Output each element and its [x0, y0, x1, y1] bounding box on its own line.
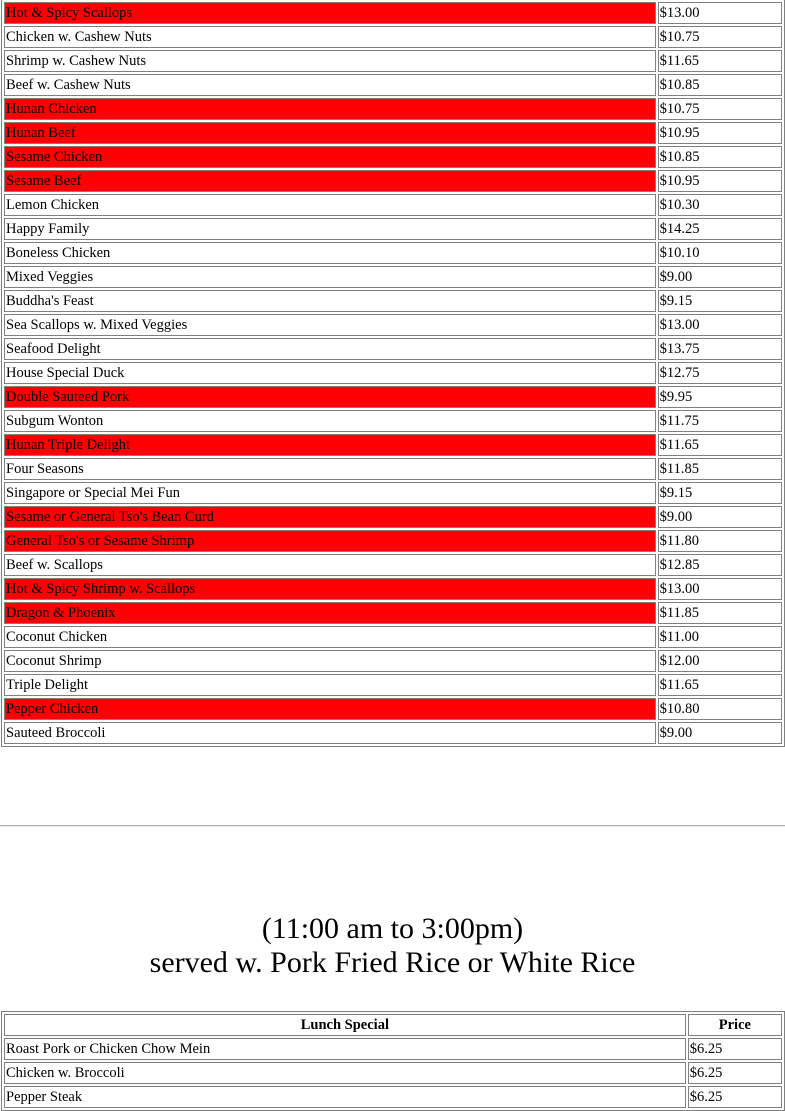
dish-price: $12.75: [658, 362, 782, 384]
table-row: [4, 674, 782, 696]
dish-price: $10.75: [658, 26, 782, 48]
table-row: [4, 122, 782, 144]
dish-name: Happy Family: [4, 218, 656, 240]
section-divider: [0, 825, 785, 827]
dish-name: Sesame Chicken: [4, 146, 656, 168]
dish-name: Double Sauteed Pork: [4, 386, 656, 408]
lunch-heading: [0, 912, 785, 980]
table-row: [4, 434, 782, 456]
table-row: [4, 554, 782, 576]
table-header-row: [4, 1014, 782, 1036]
dish-price: $10.85: [658, 74, 782, 96]
dish-price: $6.25: [688, 1086, 782, 1108]
lunch-hours: (11:00 am to 3:00pm): [261, 912, 524, 945]
dish-name: Singapore or Special Mei Fun: [4, 482, 656, 504]
dish-price: $13.00: [658, 2, 782, 24]
table-row: [4, 338, 782, 360]
dish-name: General Tso's or Sesame Shrimp: [4, 530, 656, 552]
table-row: [4, 650, 782, 672]
table-row: [4, 314, 782, 336]
dish-price: $9.95: [658, 386, 782, 408]
dish-price: $10.10: [658, 242, 782, 264]
dish-price: $12.85: [658, 554, 782, 576]
dish-name: Roast Pork or Chicken Chow Mein: [4, 1038, 686, 1060]
dish-name: Buddha's Feast: [4, 290, 656, 312]
dish-price: $6.25: [688, 1062, 782, 1084]
table-row: [4, 506, 782, 528]
dish-price: $11.85: [658, 602, 782, 624]
dish-name: Boneless Chicken: [4, 242, 656, 264]
dish-price: $13.00: [658, 314, 782, 336]
dish-name: Pepper Steak: [4, 1086, 686, 1108]
table-row: [4, 50, 782, 72]
dish-name: Beef w. Cashew Nuts: [4, 74, 656, 96]
table-row: [4, 1038, 782, 1060]
table-row: [4, 362, 782, 384]
dish-name: Chicken w. Broccoli: [4, 1062, 686, 1084]
dish-price: $10.85: [658, 146, 782, 168]
table-row: [4, 482, 782, 504]
table-row: [4, 218, 782, 240]
dish-name: Seafood Delight: [4, 338, 656, 360]
dish-name: Hot & Spicy Scallops: [4, 2, 656, 24]
dish-name: Shrimp w. Cashew Nuts: [4, 50, 656, 72]
dish-name: Lemon Chicken: [4, 194, 656, 216]
dish-price: $9.00: [658, 266, 782, 288]
table-row: [4, 386, 782, 408]
dish-name: Dragon & Phoenix: [4, 602, 656, 624]
table-row: [4, 458, 782, 480]
dish-name: Beef w. Scallops: [4, 554, 656, 576]
dish-name: Sea Scallops w. Mixed Veggies: [4, 314, 656, 336]
table-row: [4, 74, 782, 96]
dish-price: $9.15: [658, 290, 782, 312]
table-row: [4, 266, 782, 288]
dish-price: $10.80: [658, 698, 782, 720]
dish-name: Coconut Shrimp: [4, 650, 656, 672]
dish-price: $10.95: [658, 122, 782, 144]
table-row: [4, 242, 782, 264]
table-row: [4, 602, 782, 624]
lunch-special-table: [1, 1011, 785, 1111]
dish-price: $10.95: [658, 170, 782, 192]
dish-name: Sesame or General Tso's Bean Curd: [4, 506, 656, 528]
dish-price: $10.30: [658, 194, 782, 216]
dish-name: Hunan Triple Delight: [4, 434, 656, 456]
column-header-lunch-special: Lunch Special: [4, 1014, 686, 1036]
table-row: [4, 410, 782, 432]
dish-name: Subgum Wonton: [4, 410, 656, 432]
dish-name: Sesame Beef: [4, 170, 656, 192]
dish-price: $9.00: [658, 722, 782, 744]
column-header-price: Price: [688, 1014, 782, 1036]
dish-price: $14.25: [658, 218, 782, 240]
lunch-special-body: [4, 1038, 782, 1108]
table-row: [4, 1086, 782, 1108]
dish-price: $9.00: [658, 506, 782, 528]
dish-name: Four Seasons: [4, 458, 656, 480]
dish-name: House Special Duck: [4, 362, 656, 384]
house-specials-body: [4, 0, 782, 744]
table-row: [4, 290, 782, 312]
dish-name: Triple Delight: [4, 674, 656, 696]
dish-price: $9.15: [658, 482, 782, 504]
dish-name: Coconut Chicken: [4, 626, 656, 648]
dish-name: Hunan Chicken: [4, 98, 656, 120]
lunch-rice-note: served w. Pork Fried Rice or White Rice: [149, 946, 636, 979]
dish-price: $11.65: [658, 434, 782, 456]
dish-name: Chicken w. Cashew Nuts: [4, 26, 656, 48]
dish-price: $10.75: [658, 98, 782, 120]
dish-price: $12.00: [658, 650, 782, 672]
table-row: [4, 26, 782, 48]
dish-name: Mixed Veggies: [4, 266, 656, 288]
dish-price: $13.75: [658, 338, 782, 360]
dish-price: $11.85: [658, 458, 782, 480]
dish-name: Sauteed Broccoli: [4, 722, 656, 744]
table-row: [4, 626, 782, 648]
table-row: [4, 722, 782, 744]
table-row: [4, 2, 782, 24]
table-row: [4, 146, 782, 168]
table-row: [4, 578, 782, 600]
dish-price: $11.75: [658, 410, 782, 432]
table-row: [4, 698, 782, 720]
dish-price: $6.25: [688, 1038, 782, 1060]
dish-price: $11.65: [658, 50, 782, 72]
table-row: [4, 1062, 782, 1084]
dish-price: $11.00: [658, 626, 782, 648]
house-specials-table: [1, 0, 785, 747]
table-row: [4, 194, 782, 216]
dish-name: Hunan Beef: [4, 122, 656, 144]
table-row: [4, 98, 782, 120]
dish-price: $11.80: [658, 530, 782, 552]
dish-price: $11.65: [658, 674, 782, 696]
dish-name: Hot & Spicy Shrimp w. Scallops: [4, 578, 656, 600]
table-row: [4, 170, 782, 192]
table-row: [4, 530, 782, 552]
dish-name: Pepper Chicken: [4, 698, 656, 720]
dish-price: $13.00: [658, 578, 782, 600]
